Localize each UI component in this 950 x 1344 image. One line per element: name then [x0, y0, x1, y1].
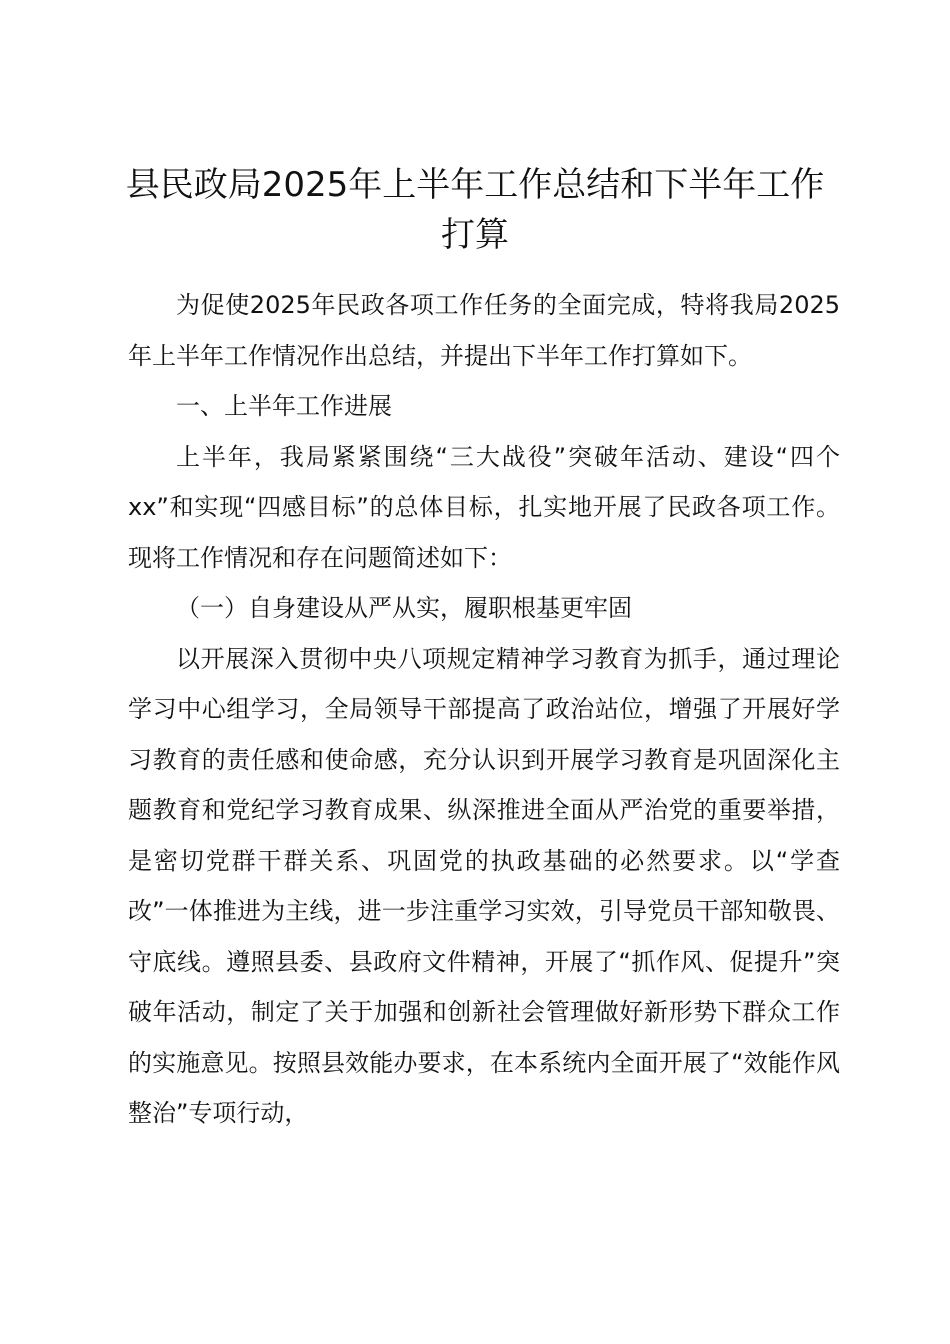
- intro-paragraph: 为促使2025年民政各项工作任务的全面完成，特将我局2025年上半年工作情况作出总结，并提出下半年工作打算如下。: [128, 291, 840, 370]
- document-title: 县民政局2025年上半年工作总结和下半年工作打算: [125, 165, 825, 255]
- subsection-heading: （一）自身建设从严从实，履职根基更牢固: [176, 594, 632, 622]
- body-paragraph: 上半年，我局紧紧围绕“三大战役”突破年活动、建设“四个xx”和实现“四感目标”的总体目标，扎实地开展了民政各项工作。现将工作情况和存在问题简述如下：: [128, 442, 840, 572]
- body-paragraph: 以开展深入贯彻中央八项规定精神学习教育为抓手，通过理论学习中心组学习，全局领导干部提高了政治站位，增强了开展好学习教育的责任感和使命感，充分认识到开展学习教育是巩固深化主题教育和党纪学习教育成果、纵深推进全面从严治党的重要举措，是密切党群干群关系、巩固党的执政基础的必然要求。以“学查改”一体推进为主线，进一步注重学习实效，引导党员干部知敬畏、守底线。遵照县委、县政府文件精神，开展了“抓作风、促提升”突破年活动，制定了关于加强和创新社会管理做好新形势下群众工作的实施意见。按照县效能办要求，在本系统内全面开展了“效能作风整治”专项行动，: [128, 644, 840, 1127]
- document-body: [128, 280, 840, 1139]
- section-heading: 一、上半年工作进展: [176, 392, 392, 420]
